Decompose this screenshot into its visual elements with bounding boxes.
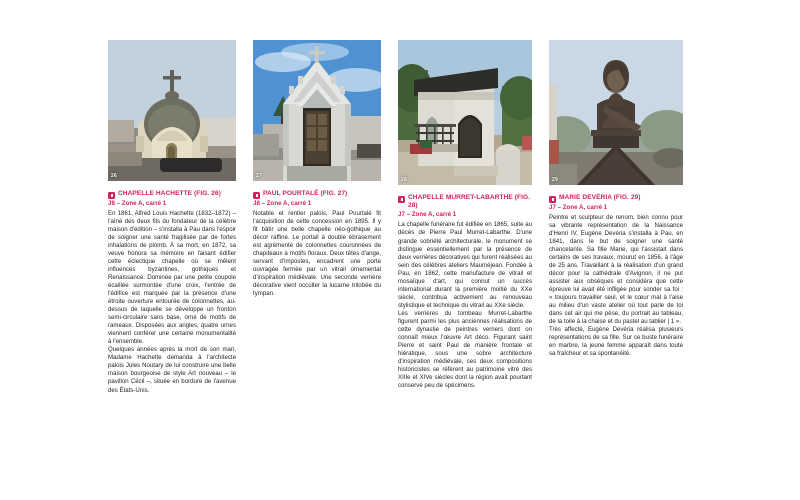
entry-body <box>398 221 532 390</box>
figure-number: 27 <box>256 173 262 179</box>
entry-location: J8 – Zone A, carré 1 <box>108 199 167 207</box>
photo-chapelle-hachette-graphic <box>108 40 236 181</box>
entry-text-marie-deveria <box>549 185 683 358</box>
entry-title: MARIE DEVÉRIA (FIG. 29) <box>559 194 641 201</box>
entry-title: PAUL POURTALÉ (FIG. 27) <box>263 190 348 197</box>
entry-paragraph: Très affecté, Eugène Devéria réalisa plusieurs représentations de sa fille. Sur ce buste funéraire en marbre, la jeune femme apparaît dans toute sa fraîcheur et sa spontanéité. <box>549 326 683 358</box>
figure-number: 29 <box>552 177 558 183</box>
square-marker-icon <box>398 196 405 203</box>
photo-paul-pourtale <box>253 40 381 181</box>
entry-title: CHAPELLE HACHETTE (FIG. 26) <box>118 190 221 197</box>
square-marker-icon <box>108 192 115 199</box>
photo-chapelle-hachette <box>108 40 236 181</box>
entry-location: J8 – Zone A, carré 1 <box>253 199 312 207</box>
entry-text-chapelle-murret-labarthe <box>398 185 532 390</box>
entry-paragraph: Les verrières du tombeau Murret-Labarthe figurent parmi les plus anciennes réalisations de cette dynastie de peintres verriers dont on connaît mieux l'œuvre Art déco. Figurant saint Pierre et saint Paul de manière frontale et hiératique, sous une sobre architecture d'inspiration médiévale, ces deux compositions historicistes se réfèrent au patrimoine vitré des XIIIe et XIVe siècles dont la région avait pourtant conservé peu de spécimens. <box>398 309 532 390</box>
entry-body <box>253 210 381 299</box>
entry-heading <box>398 194 532 210</box>
square-marker-icon <box>253 192 260 199</box>
entry-paragraph: Peintre et sculpteur de renom, bien connu pour sa vibrante représentation de la Naissance d'Henri IV, Eugène Devéria s'installa à Pau, en 1841, dans le but de soigner une santé chancelante. Sa fille Marie, qui l'assistait dans certains de ses travaux, mourut en 1856, à l'âge de 25 ans. Travaillant à la réalisation d'un grand décor pour la cathédrale d'Avignon, il ne put assister aux obsèques et considéra que cette épreuve lui avait été infligée pour sonder sa foi : « toujours travailler seul, et le cœur mal à l'aise au milieu d'un vaste atelier où tout parle de toi dans cet air qui me pèse, du portrait au tableau, de la toile à la chaise et du pastel au tablier | 1 ». <box>549 213 683 326</box>
entry-column-marie-deveria <box>549 40 683 358</box>
photo-chapelle-murret-labarthe <box>398 40 532 185</box>
entry-heading <box>108 190 236 199</box>
entry-paragraph: En 1861, Alfred Louis Hachette (1832–1872) – l'aîné des deux fils du fondateur de la célèbre maison d'édition – s'installa à Pau dans l'espoir de soigner une santé fragilisée par de fortes inhalations de plomb. À sa mort, en 1872, sa veuve honora sa mémoire en faisant édifier cette éclectique chapelle où se mêlent influences byzantines, gothiques et Renaissance. Dominée par une petite coupole écaillée surmontée d'une croix, l'entrée de l'édifice est marquée par la présence d'une étroite ouverture entourée de colonnettes, au-dessus de laquelle se développe un fronton semi-circulaire sans base, orné de motifs de rameaux. Disposées aux angles, quatre urnes viennent conférer une certaine monumentalité à l'ensemble. <box>108 209 236 346</box>
entry-text-chapelle-hachette <box>108 181 236 395</box>
columns-container <box>108 40 695 395</box>
entry-title: CHAPELLE MURRET-LABARTHE (FIG. 28) <box>408 194 531 210</box>
photo-paul-pourtale-graphic <box>253 40 381 181</box>
entry-location: J7 – Zone A, carré 1 <box>549 203 608 211</box>
entry-column-chapelle-murret-labarthe <box>398 40 532 390</box>
entry-column-chapelle-hachette <box>108 40 236 395</box>
entry-paragraph: Notable et rentier palois, Paul Pourtalé fit l'acquisition de cette concession en 1895. Il y fit bâtir une belle chapelle néo-gothique au décor raffiné. Le portail à double ébrasement est agrémenté de colonnettes couronnées de chapiteaux à motifs floraux. Deux têtes d'ange, servant d'impostes, encadrent une porte ouvragée fermée par un vitrail ornemental d'inspiration médiévale. Une seconde verrière décorative vient occulter la lucarne trilobée du tympan. <box>253 209 381 297</box>
entry-paragraph: Quelques années après la mort de son mari, Madame Hachette demanda à l'architecte palois Jules Noutary de lui construire une belle maison bourgeoise de style Art nouveau – le pavillon Cécil –, située en bordure de l'avenue des États-Unis. <box>108 346 236 394</box>
entry-column-paul-pourtale <box>253 40 381 298</box>
entry-heading <box>253 190 381 199</box>
entry-location: J7 – Zone A, carré 1 <box>398 211 457 219</box>
figure-number: 26 <box>111 173 117 179</box>
entry-text-paul-pourtale <box>253 181 381 298</box>
entry-heading <box>549 194 683 203</box>
photo-chapelle-murret-labarthe-graphic <box>398 40 532 185</box>
square-marker-icon <box>549 196 556 203</box>
entry-body <box>549 214 683 359</box>
figure-number: 28 <box>401 177 407 183</box>
photo-marie-deveria-graphic <box>549 40 683 185</box>
photo-marie-deveria <box>549 40 683 185</box>
entry-body <box>108 210 236 395</box>
entry-paragraph: La chapelle funéraire fut édifiée en 1865, suite au décès de Pierre Paul Murret-Labarthe. D'une grande sobriété architecturale, le monument se distingue essentiellement par la présence de deux verrières décoratives qui furent réalisées au sein des célèbres ateliers Mauméjean. Fondée à Pau, en 1862, cette manufacture de vitrail et mosaïque d'art, qui connut un succès international durant la première moitié du XXe siècle, contribua activement au renouveau stylistique et technique du vitrail au XXe siècle. <box>398 221 532 309</box>
